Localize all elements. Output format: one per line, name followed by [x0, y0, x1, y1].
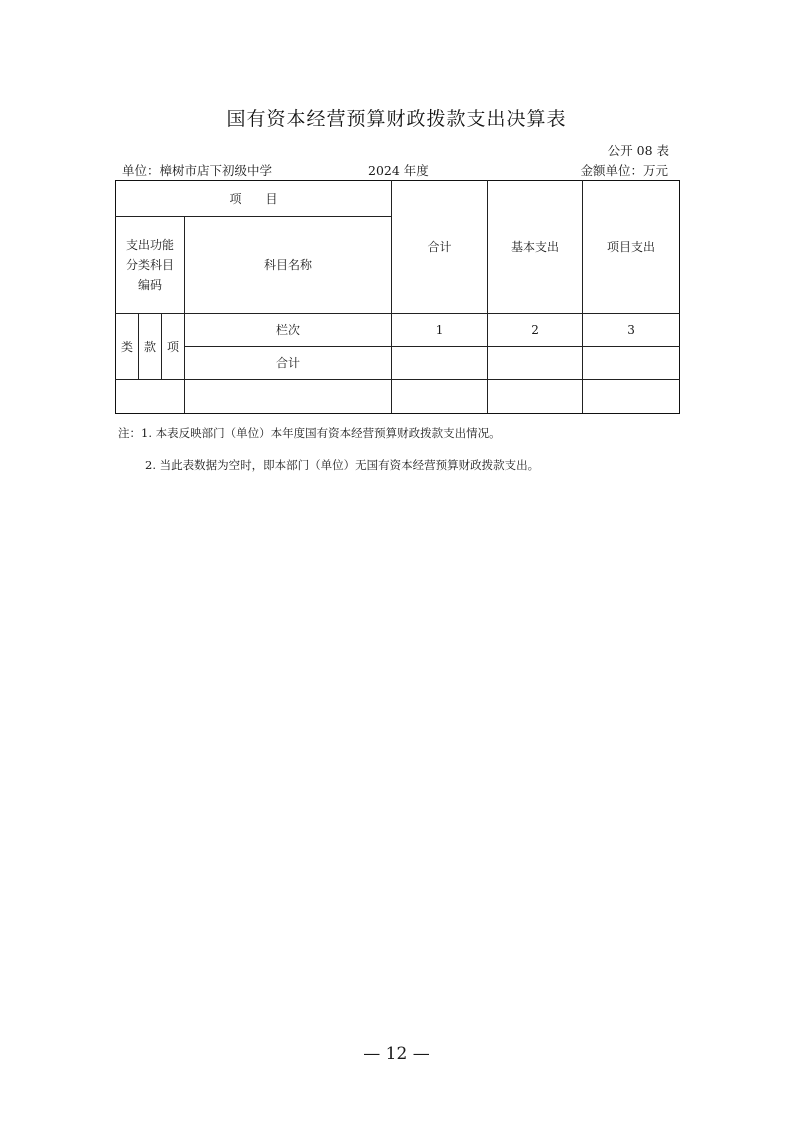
total-label: 合计	[276, 356, 301, 370]
header-basic-cell	[488, 181, 583, 314]
header-item-label: 项 目	[229, 191, 278, 206]
row-num-label-cell	[185, 314, 392, 347]
col-num-2: 2	[531, 323, 539, 337]
subject-name-label: 科目名称	[264, 258, 313, 272]
header-item-cell	[116, 181, 392, 217]
row-num-label: 栏次	[276, 323, 301, 337]
note-2: 2. 当此表数据为空时，即本部门（单位）无国有资本经营预算财政拨款支出。	[145, 458, 540, 472]
meta-row	[122, 161, 668, 179]
func-code-line-2: 分类科目	[125, 258, 174, 272]
subject-name-cell	[185, 217, 392, 314]
currency-unit: 金额单位：万元	[580, 163, 668, 178]
col-num-1-cell	[392, 314, 488, 347]
header-total-cell	[392, 181, 488, 314]
lei-label: 类	[120, 339, 133, 354]
xiang-cell	[162, 314, 185, 380]
fiscal-year: 2024 年度	[368, 163, 429, 178]
table-number: 公开 08 表	[607, 143, 669, 158]
total-basic-cell	[488, 347, 583, 380]
empty-total-cell	[392, 380, 488, 414]
total-project-cell	[583, 347, 680, 380]
kuan-label: 款	[143, 339, 156, 354]
empty-project-cell	[583, 380, 680, 414]
budget-table	[115, 180, 680, 414]
empty-name-cell	[185, 380, 392, 414]
total-label-cell	[185, 347, 392, 380]
document-title: 国有资本经营预算财政拨款支出决算表	[226, 108, 567, 130]
header-project-cell	[583, 181, 680, 314]
col-num-3: 3	[627, 323, 635, 337]
page-number: — 12 —	[363, 1044, 430, 1064]
col-num-3-cell	[583, 314, 680, 347]
header-total-label: 合计	[427, 240, 452, 254]
note-1: 注：1. 本表反映部门（单位）本年度国有资本经营预算财政拨款支出情况。	[118, 426, 501, 440]
func-code-line-3: 编码	[137, 278, 162, 292]
empty-code-cell	[116, 380, 185, 414]
func-code-line-1: 支出功能	[125, 238, 174, 252]
func-code-cell	[116, 217, 185, 314]
lei-cell	[116, 314, 139, 380]
kuan-cell	[139, 314, 162, 380]
col-num-1: 1	[435, 323, 444, 337]
header-basic-label: 基本支出	[511, 240, 560, 254]
xiang-label: 项	[166, 339, 179, 354]
header-project-label: 项目支出	[607, 240, 656, 254]
col-num-2-cell	[488, 314, 583, 347]
empty-basic-cell	[488, 380, 583, 414]
total-value-cell	[392, 347, 488, 380]
unit-name: 单位：樟树市店下初级中学	[122, 163, 273, 178]
